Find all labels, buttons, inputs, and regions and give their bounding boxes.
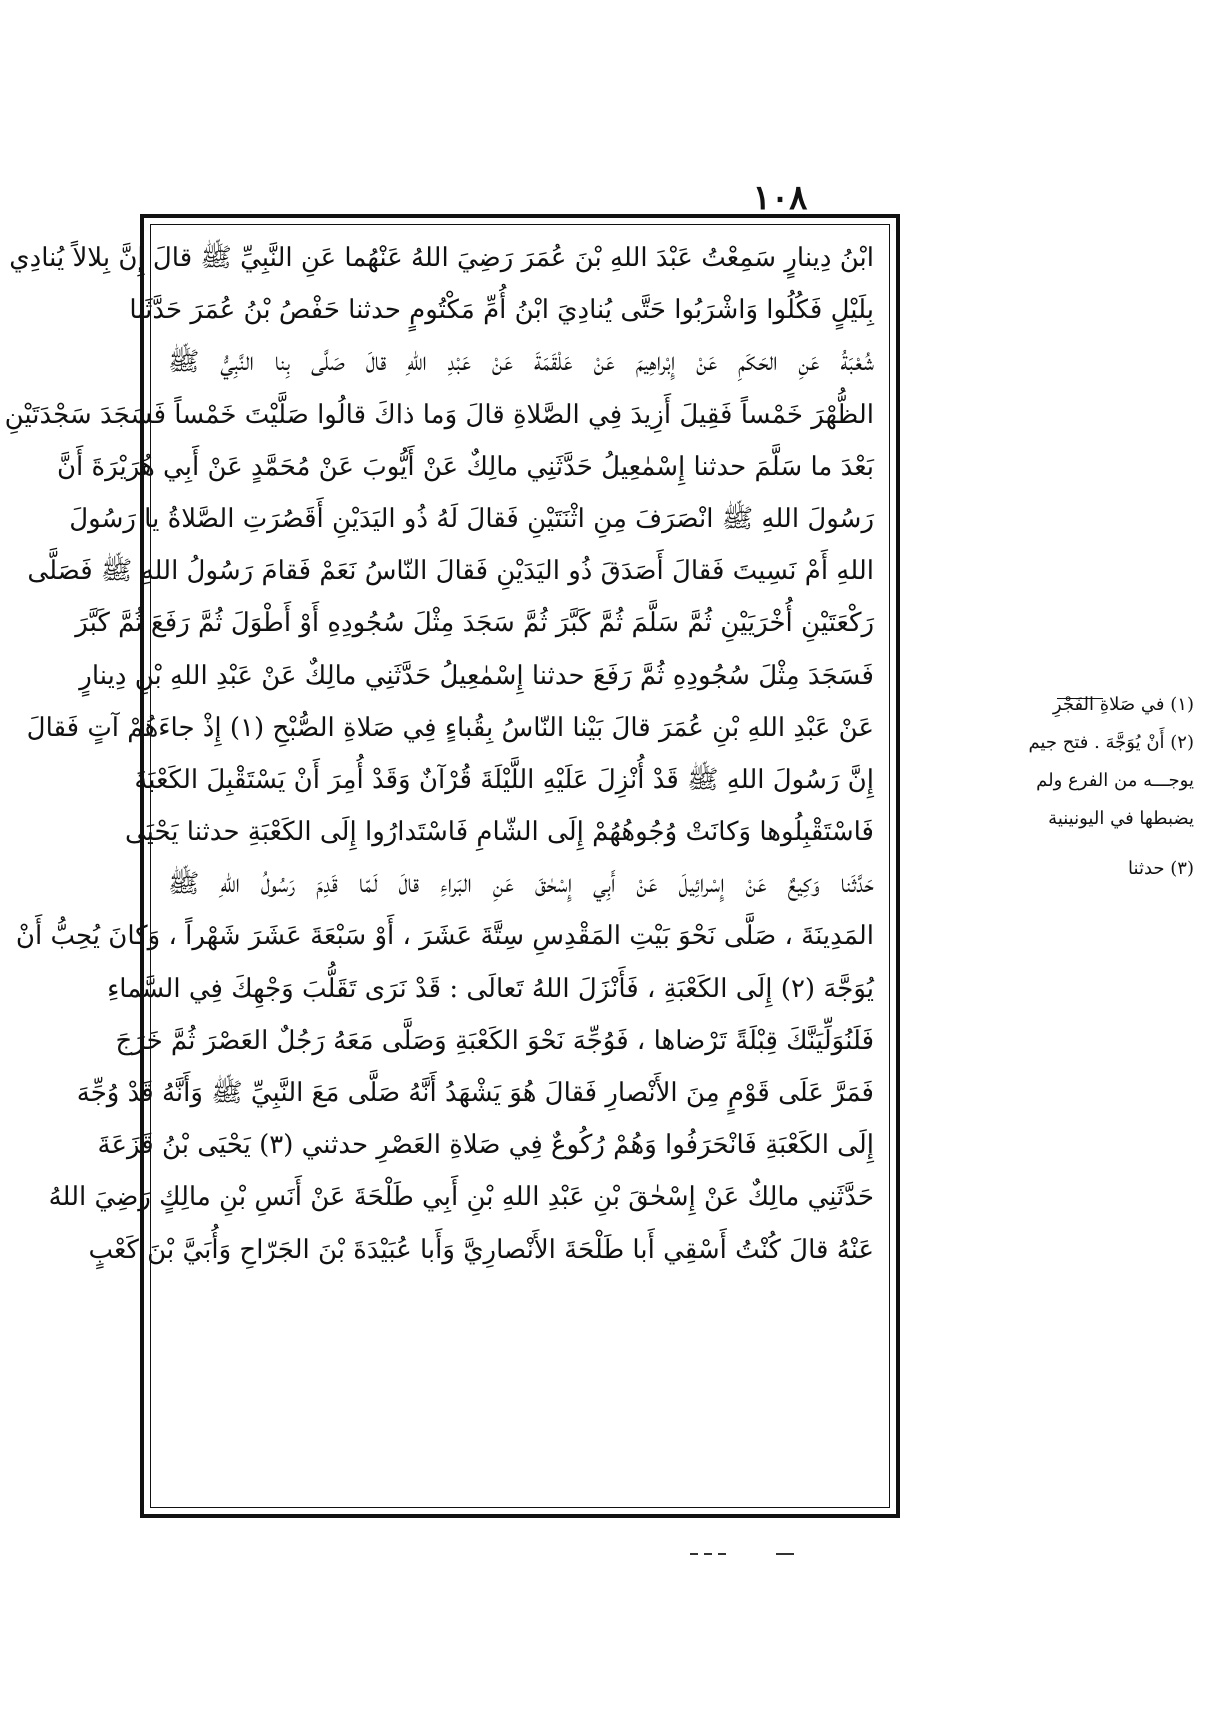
text-line: إِلَى الكَعْبَةِ فَانْحَرَفُوا وَهُمْ رُكُوعٌ فِي صَلاةِ العَصْرِ حدثني (٣) يَحْيَى بْنُ قَزَعَةَ: [97, 1130, 874, 1161]
text-line: المَدِينَةَ ، صَلَّى نَحْوَ بَيْتِ المَقْدِسِ سِتَّةَ عَشَرَ ، أَوْ سَبْعَةَ عَشَرَ شَهْراً ، وَكانَ يُحِبُّ أَنْ: [15, 921, 874, 952]
scan-mark: [704, 1553, 712, 1555]
text-line: بِلَيْلٍ فَكُلُوا وَاشْرَبُوا حَتَّى يُنادِيَ ابْنُ أُمِّ مَكْتُومٍ حدثنا حَفْصُ بْنُ عُمَرَ حَدَّثَنا: [129, 295, 874, 326]
text-line: يُوَجَّهَ (٢) إِلَى الكَعْبَةِ ، فَأَنْزَلَ اللهُ تَعالَى : قَدْ نَرَى تَقَلُّبَ وَجْهِكَ فِي السَّماءِ: [107, 973, 874, 1004]
margin-note-2-continued: يضبطها في اليونينية: [1048, 808, 1194, 829]
margin-note-3: (٣) حدثنا: [1128, 858, 1194, 879]
text-line: حَدَّثَنا وَكِيعٌ عَنْ إِسْرائِيلَ عَنْ أَبِي إِسْحٰقَ عَنِ البَراءِ قالَ لَمّا قَدِمَ رَسُولُ اللهِ ﷺ: [168, 869, 874, 900]
page-number: ١٠٨: [752, 178, 808, 218]
text-line: فَمَرَّ عَلَى قَوْمٍ مِنَ الأَنْصارِ فَقالَ هُوَ يَشْهَدُ أَنَّهُ صَلَّى مَعَ النَّبِيِّ ﷺ وَأَنَّهُ قَدْ وُجِّهَ: [76, 1078, 874, 1108]
text-line: شُعْبَةُ عَنِ الحَكَمِ عَنْ إِبْراهِيمَ عَنْ عَلْقَمَةَ عَنْ عَبْدِ اللهِ قالَ صَلَّى بِنا النَّبِيُّ ﷺ: [168, 347, 874, 378]
margin-note-1: (١) في صَلاةِ الفَجْرِ: [1052, 694, 1194, 715]
text-line: فَسَجَدَ مِثْلَ سُجُودِهِ ثُمَّ رَفَعَ حدثنا إِسْمٰعِيلُ حَدَّثَنِي مالِكٌ عَنْ عَبْدِ اللهِ بْنِ دِينارٍ: [79, 660, 874, 691]
text-line: رَسُولَ اللهِ ﷺ انْصَرَفَ مِنِ اثْنَتَيْنِ فَقالَ لَهُ ذُو اليَدَيْنِ أَقَصُرَتِ الصَّلاةُ يا رَسُولَ: [69, 503, 874, 534]
text-line: فَاسْتَقْبِلُوها وَكانَتْ وُجُوهُهُمْ إِلَى الشّامِ فَاسْتَدارُوا إِلَى الكَعْبَةِ حدثنا يَحْيَى: [125, 817, 874, 848]
margin-note-2: (٢) أَنْ يُوَجَّهَ . فتح جيم: [1028, 732, 1194, 753]
text-line: ابْنُ دِينارٍ سَمِعْتُ عَبْدَ اللهِ بْنَ عُمَرَ رَضِيَ اللهُ عَنْهُما عَنِ النَّبِيِّ ﷺ قالَ إِنَّ بِلالاً يُنادِي: [9, 243, 874, 273]
text-line: اللهِ أَمْ نَسِيتَ فَقالَ أَصَدَقَ ذُو اليَدَيْنِ فَقالَ النّاسُ نَعَمْ فَقامَ رَسُولُ اللهِ ﷺ فَصَلَّى: [27, 556, 874, 587]
text-line: الظُّهْرَ خَمْساً فَقِيلَ أَزِيدَ فِي الصَّلاةِ قالَ وَما ذاكَ قالُوا صَلَّيْتَ خَمْساً فَسَجَدَ سَجْدَتَيْنِ: [4, 399, 874, 430]
text-line: رَكْعَتَيْنِ أُخْرَيَيْنِ ثُمَّ سَلَّمَ ثُمَّ كَبَّرَ ثُمَّ سَجَدَ مِثْلَ سُجُودِهِ أَوْ أَطْوَلَ ثُمَّ رَفَعَ ثُمَّ كَبَّرَ: [75, 608, 874, 639]
text-line: حَدَّثَنِي مالِكٌ عَنْ إِسْحٰقَ بْنِ عَبْدِ اللهِ بْنِ أَبِي طَلْحَةَ عَنْ أَنَسِ بْنِ مالِكٍ رَضِيَ اللهُ: [48, 1182, 874, 1213]
text-line: عَنْ عَبْدِ اللهِ بْنِ عُمَرَ قالَ بَيْنا النّاسُ بِقُباءٍ فِي صَلاةِ الصُّبْحِ (١) إِذْ جاءَهُمْ آتٍ فَقالَ: [26, 712, 874, 743]
scan-mark: [776, 1553, 794, 1555]
scan-mark: [718, 1553, 726, 1555]
text-line: عَنْهُ قالَ كُنْتُ أَسْقِي أَبا طَلْحَةَ الأَنْصارِيَّ وَأَبا عُبَيْدَةَ بْنَ الجَرّاحِ وَأُبَيَّ بْنَ كَعْبٍ: [88, 1234, 874, 1265]
bottom-scan-marks: [690, 1553, 810, 1559]
text-line: فَلَنُوَلِّيَنَّكَ قِبْلَةً تَرْضاها ، فَوُجِّهَ نَحْوَ الكَعْبَةِ وَصَلَّى مَعَهُ رَجُلٌ العَصْرَ ثُمَّ خَرَجَ: [115, 1025, 874, 1056]
margin-notes: [904, 686, 1194, 888]
margin-note-2-continued: يوجـــه من الفرع ولم: [1036, 770, 1194, 791]
scan-mark: [690, 1553, 698, 1555]
text-line: إِنَّ رَسُولَ اللهِ ﷺ قَدْ أُنْزِلَ عَلَيْهِ اللَّيْلَةَ قُرْآنٌ وَقَدْ أُمِرَ أَنْ يَسْتَقْبِلَ الكَعْبَةَ: [134, 764, 874, 795]
main-text-block: [4, 232, 874, 1502]
text-line: بَعْدَ ما سَلَّمَ حدثنا إِسْمٰعِيلُ حَدَّثَنِي مالِكٌ عَنْ أَيُّوبَ عَنْ مُحَمَّدٍ عَنْ أَبِي هُرَيْرَةَ أَنَّ: [56, 451, 874, 482]
